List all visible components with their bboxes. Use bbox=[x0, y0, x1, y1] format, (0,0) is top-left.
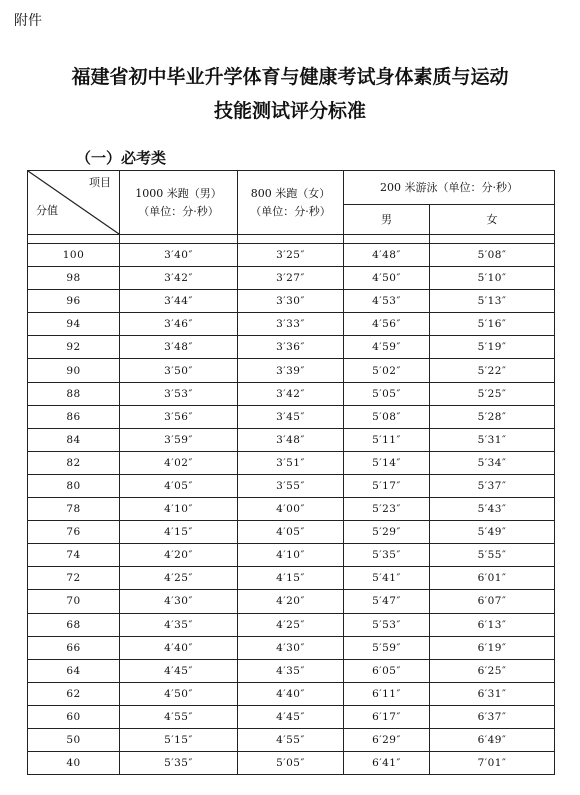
run-800m-cell: 3′51″ bbox=[238, 451, 344, 474]
score-cell: 50 bbox=[28, 728, 120, 751]
spacer-cell bbox=[344, 235, 430, 244]
header-swim-male: 男 bbox=[344, 205, 430, 235]
table-row bbox=[28, 244, 555, 267]
score-cell: 66 bbox=[28, 636, 120, 659]
table-row bbox=[28, 336, 555, 359]
swim-female-cell: 5′37″ bbox=[430, 474, 555, 497]
run-800m-cell: 3′30″ bbox=[238, 290, 344, 313]
corner-label-project: 项目 bbox=[89, 176, 111, 189]
swim-male-cell: 5′47″ bbox=[344, 590, 430, 613]
spacer-cell bbox=[238, 235, 344, 244]
attachment-label: 附件 bbox=[14, 13, 42, 29]
score-cell: 78 bbox=[28, 498, 120, 521]
table-row bbox=[28, 636, 555, 659]
run-800m-cell: 5′05″ bbox=[238, 752, 344, 775]
swim-female-cell: 5′10″ bbox=[430, 267, 555, 290]
score-cell: 94 bbox=[28, 313, 120, 336]
run-1000m-cell: 3′42″ bbox=[120, 267, 238, 290]
table-row bbox=[28, 682, 555, 705]
run-1000m-cell: 4′50″ bbox=[120, 682, 238, 705]
table-row bbox=[28, 705, 555, 728]
run-800m-cell: 4′15″ bbox=[238, 567, 344, 590]
swim-female-cell: 5′13″ bbox=[430, 290, 555, 313]
run-1000m-cell: 3′44″ bbox=[120, 290, 238, 313]
table-row bbox=[28, 428, 555, 451]
score-cell: 82 bbox=[28, 451, 120, 474]
run-1000m-cell: 5′35″ bbox=[120, 752, 238, 775]
swim-male-cell: 5′53″ bbox=[344, 613, 430, 636]
section-heading: （一）必考类 bbox=[76, 149, 167, 167]
run-1000m-cell: 4′02″ bbox=[120, 451, 238, 474]
run-800m-cell: 3′27″ bbox=[238, 267, 344, 290]
run-1000m-cell: 3′46″ bbox=[120, 313, 238, 336]
score-cell: 60 bbox=[28, 705, 120, 728]
swim-female-cell: 5′34″ bbox=[430, 451, 555, 474]
run-1000m-cell: 4′20″ bbox=[120, 544, 238, 567]
run-800m-cell: 4′25″ bbox=[238, 613, 344, 636]
score-cell: 96 bbox=[28, 290, 120, 313]
swim-male-cell: 5′59″ bbox=[344, 636, 430, 659]
run-800m-cell: 4′00″ bbox=[238, 498, 344, 521]
run-800m-cell: 4′20″ bbox=[238, 590, 344, 613]
swim-female-cell: 5′28″ bbox=[430, 405, 555, 428]
score-cell: 74 bbox=[28, 544, 120, 567]
score-cell: 100 bbox=[28, 244, 120, 267]
run-1000m-cell: 3′53″ bbox=[120, 382, 238, 405]
swim-male-cell: 5′11″ bbox=[344, 428, 430, 451]
swim-male-cell: 4′50″ bbox=[344, 267, 430, 290]
run-1000m-cell: 4′10″ bbox=[120, 498, 238, 521]
run-800m-cell: 3′55″ bbox=[238, 474, 344, 497]
spacer-cell bbox=[120, 235, 238, 244]
header-800m-run bbox=[238, 171, 344, 235]
scoring-table bbox=[27, 170, 555, 775]
table-row bbox=[28, 474, 555, 497]
header-1000m-run bbox=[120, 171, 238, 235]
score-cell: 62 bbox=[28, 682, 120, 705]
score-cell: 98 bbox=[28, 267, 120, 290]
header-800m-unit: （单位：分·秒） bbox=[250, 204, 331, 218]
swim-female-cell: 6′31″ bbox=[430, 682, 555, 705]
table-row bbox=[28, 313, 555, 336]
table-row bbox=[28, 659, 555, 682]
table-body bbox=[28, 244, 555, 775]
score-cell: 72 bbox=[28, 567, 120, 590]
table-row bbox=[28, 752, 555, 775]
run-1000m-cell: 3′48″ bbox=[120, 336, 238, 359]
run-800m-cell: 4′35″ bbox=[238, 659, 344, 682]
run-1000m-cell: 3′59″ bbox=[120, 428, 238, 451]
header-1000m-name: 1000 米跑（男） bbox=[135, 186, 222, 200]
table-row bbox=[28, 451, 555, 474]
swim-female-cell: 6′19″ bbox=[430, 636, 555, 659]
swim-male-cell: 4′53″ bbox=[344, 290, 430, 313]
run-800m-cell: 3′42″ bbox=[238, 382, 344, 405]
run-800m-cell: 3′33″ bbox=[238, 313, 344, 336]
score-cell: 68 bbox=[28, 613, 120, 636]
swim-female-cell: 5′55″ bbox=[430, 544, 555, 567]
document-title-line-1: 福建省初中毕业升学体育与健康考试身体素质与运动 bbox=[71, 66, 509, 88]
swim-female-cell: 5′25″ bbox=[430, 382, 555, 405]
table-row bbox=[28, 590, 555, 613]
swim-male-cell: 5′05″ bbox=[344, 382, 430, 405]
swim-male-cell: 5′14″ bbox=[344, 451, 430, 474]
swim-female-cell: 6′07″ bbox=[430, 590, 555, 613]
table-row bbox=[28, 290, 555, 313]
swim-male-cell: 5′29″ bbox=[344, 521, 430, 544]
run-800m-cell: 4′10″ bbox=[238, 544, 344, 567]
corner-label-score: 分值 bbox=[36, 204, 58, 217]
swim-female-cell: 6′49″ bbox=[430, 728, 555, 751]
swim-female-cell: 5′16″ bbox=[430, 313, 555, 336]
header-1000m-unit: （单位：分·秒） bbox=[138, 204, 219, 218]
run-800m-cell: 4′55″ bbox=[238, 728, 344, 751]
run-800m-cell: 3′48″ bbox=[238, 428, 344, 451]
run-800m-cell: 4′30″ bbox=[238, 636, 344, 659]
table-row bbox=[28, 267, 555, 290]
swim-female-cell: 5′08″ bbox=[430, 244, 555, 267]
score-cell: 64 bbox=[28, 659, 120, 682]
swim-male-cell: 6′17″ bbox=[344, 705, 430, 728]
swim-male-cell: 5′41″ bbox=[344, 567, 430, 590]
table-row bbox=[28, 382, 555, 405]
spacer-cell bbox=[430, 235, 555, 244]
swim-female-cell: 5′22″ bbox=[430, 359, 555, 382]
swim-female-cell: 7′01″ bbox=[430, 752, 555, 775]
swim-female-cell: 5′19″ bbox=[430, 336, 555, 359]
table-row bbox=[28, 498, 555, 521]
table-row bbox=[28, 359, 555, 382]
score-cell: 92 bbox=[28, 336, 120, 359]
run-800m-cell: 4′05″ bbox=[238, 521, 344, 544]
swim-female-cell: 5′49″ bbox=[430, 521, 555, 544]
score-cell: 40 bbox=[28, 752, 120, 775]
run-1000m-cell: 3′56″ bbox=[120, 405, 238, 428]
swim-male-cell: 6′29″ bbox=[344, 728, 430, 751]
swim-female-cell: 6′37″ bbox=[430, 705, 555, 728]
swim-male-cell: 6′05″ bbox=[344, 659, 430, 682]
run-1000m-cell: 3′50″ bbox=[120, 359, 238, 382]
score-cell: 84 bbox=[28, 428, 120, 451]
swim-female-cell: 5′43″ bbox=[430, 498, 555, 521]
run-800m-cell: 3′39″ bbox=[238, 359, 344, 382]
score-cell: 88 bbox=[28, 382, 120, 405]
run-1000m-cell: 5′15″ bbox=[120, 728, 238, 751]
score-cell: 90 bbox=[28, 359, 120, 382]
table-row bbox=[28, 728, 555, 751]
table-row bbox=[28, 567, 555, 590]
run-1000m-cell: 4′35″ bbox=[120, 613, 238, 636]
swim-male-cell: 6′11″ bbox=[344, 682, 430, 705]
header-200m-swim: 200 米游泳（单位：分·秒） bbox=[344, 171, 555, 205]
swim-male-cell: 6′41″ bbox=[344, 752, 430, 775]
run-1000m-cell: 4′30″ bbox=[120, 590, 238, 613]
swim-male-cell: 5′23″ bbox=[344, 498, 430, 521]
swim-female-cell: 6′25″ bbox=[430, 659, 555, 682]
swim-male-cell: 5′17″ bbox=[344, 474, 430, 497]
table-row bbox=[28, 613, 555, 636]
spacer-cell bbox=[28, 235, 120, 244]
swim-male-cell: 5′02″ bbox=[344, 359, 430, 382]
run-800m-cell: 3′45″ bbox=[238, 405, 344, 428]
run-800m-cell: 4′40″ bbox=[238, 682, 344, 705]
run-1000m-cell: 4′55″ bbox=[120, 705, 238, 728]
swim-female-cell: 5′31″ bbox=[430, 428, 555, 451]
run-1000m-cell: 4′25″ bbox=[120, 567, 238, 590]
run-800m-cell: 3′25″ bbox=[238, 244, 344, 267]
table-row bbox=[28, 544, 555, 567]
swim-male-cell: 5′08″ bbox=[344, 405, 430, 428]
score-cell: 76 bbox=[28, 521, 120, 544]
score-cell: 80 bbox=[28, 474, 120, 497]
run-1000m-cell: 4′15″ bbox=[120, 521, 238, 544]
run-1000m-cell: 4′45″ bbox=[120, 659, 238, 682]
run-1000m-cell: 4′40″ bbox=[120, 636, 238, 659]
table-row bbox=[28, 405, 555, 428]
header-800m-name: 800 米跑（女） bbox=[250, 186, 331, 200]
swim-female-cell: 6′13″ bbox=[430, 613, 555, 636]
run-800m-cell: 4′45″ bbox=[238, 705, 344, 728]
swim-male-cell: 5′35″ bbox=[344, 544, 430, 567]
score-cell: 70 bbox=[28, 590, 120, 613]
swim-male-cell: 4′56″ bbox=[344, 313, 430, 336]
table-row bbox=[28, 521, 555, 544]
run-1000m-cell: 4′05″ bbox=[120, 474, 238, 497]
header-swim-female: 女 bbox=[430, 205, 555, 235]
document-title-line-2: 技能测试评分标准 bbox=[213, 100, 366, 122]
run-1000m-cell: 3′40″ bbox=[120, 244, 238, 267]
swim-male-cell: 4′48″ bbox=[344, 244, 430, 267]
swim-female-cell: 6′01″ bbox=[430, 567, 555, 590]
run-800m-cell: 3′36″ bbox=[238, 336, 344, 359]
score-cell: 86 bbox=[28, 405, 120, 428]
swim-male-cell: 4′59″ bbox=[344, 336, 430, 359]
corner-header-cell bbox=[28, 171, 120, 235]
